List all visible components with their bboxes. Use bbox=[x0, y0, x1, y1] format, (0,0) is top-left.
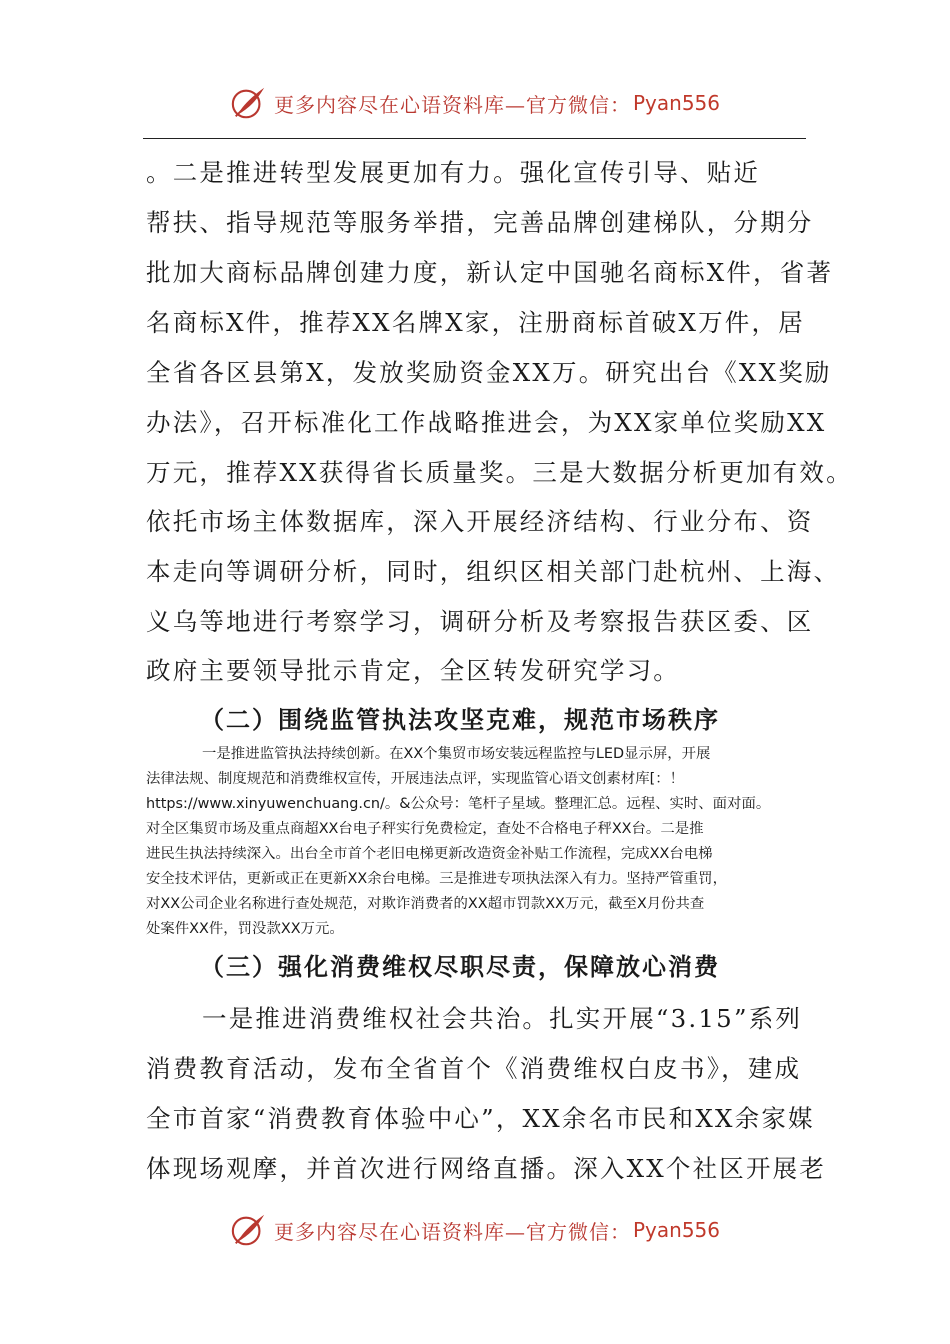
small-line: 一是推进监管执法持续创新。在XX个集贸市场安装远程监控与LED显示屏，开展 bbox=[202, 746, 711, 762]
body-line: 全省各区县第X，发放奖励资金XX万。研究出台《XX奖励 bbox=[146, 358, 832, 387]
quill-logo-icon bbox=[230, 1211, 268, 1249]
body-line: 消费教育活动，发布全省首个《消费维权白皮书》，建成 bbox=[146, 1054, 802, 1083]
banner-handle: Pyan556 bbox=[632, 1218, 720, 1242]
small-line: https://www.xinyuwenchuang.cn/。&公众号：笔杆子星域。整理汇总。远程、实时、面对面。 bbox=[146, 796, 771, 812]
body-line: 批加大商标品牌创建力度，新认定中国驰名商标X件，省著 bbox=[146, 258, 834, 287]
body-line: 依托市场主体数据库，深入开展经济结构、行业分布、资 bbox=[146, 507, 814, 536]
body-line: 体现场观摩，并首次进行网络直播。深入XX个社区开展老 bbox=[146, 1154, 827, 1183]
body-line: 义乌等地进行考察学习，调研分析及考察报告获区委、区 bbox=[146, 607, 814, 636]
small-line: 对XX公司企业名称进行查处规范，对欺诈消费者的XX超市罚款XX万元，截至X月份共查 bbox=[146, 896, 705, 912]
small-line: 对全区集贸市场及重点商超XX台电子秤实行免费检定，查处不合格电子秤XX台。二是推 bbox=[146, 821, 704, 837]
body-line: 一是推进消费维权社会共治。扎实开展“3.15”系列 bbox=[202, 1004, 803, 1033]
body-line: 万元，推荐XX获得省长质量奖。三是大数据分析更加有效。 bbox=[146, 458, 853, 487]
banner-text: 更多内容尽在心语资料库—官方微信： bbox=[273, 92, 631, 117]
banner-text: 更多内容尽在心语资料库—官方微信： bbox=[273, 1219, 631, 1244]
body-line: 办法》，召开标准化工作战略推进会，为XX家单位奖励XX bbox=[146, 408, 827, 437]
section-heading-3: （三）强化消费维权尽职尽责，保障放心消费 bbox=[200, 952, 720, 981]
footer-banner bbox=[0, 1205, 950, 1255]
small-line: 安全技术评估，更新或正在更新XX余台电梯。三是推进专项执法深入有力。坚持严管重罚， bbox=[146, 871, 727, 887]
body-line: 本走向等调研分析，同时，组织区相关部门赴杭州、上海、 bbox=[146, 557, 841, 586]
body-line: 名商标X件，推荐XX名牌X家，注册商标首破X万件，居 bbox=[146, 308, 805, 337]
quill-logo-icon bbox=[230, 84, 268, 122]
header-divider bbox=[143, 138, 806, 139]
section-heading-2: （二）围绕监管执法攻坚克难，规范市场秩序 bbox=[200, 705, 720, 734]
body-line: 全市首家“消费教育体验中心”，XX余名市民和XX余家媒 bbox=[146, 1104, 815, 1133]
small-line: 进民生执法持续深入。出台全市首个老旧电梯更新改造资金补贴工作流程，完成XX台电梯 bbox=[146, 846, 713, 862]
small-line: 处案件XX件，罚没款XX万元。 bbox=[146, 921, 344, 937]
body-line: 。二是推进转型发展更加有力。强化宣传引导、贴近 bbox=[146, 158, 761, 187]
banner-handle: Pyan556 bbox=[632, 91, 720, 115]
body-line: 政府主要领导批示肯定，全区转发研究学习。 bbox=[146, 656, 680, 685]
small-line: 法律法规、制度规范和消费维权宣传，开展违法点评，实现监管心语文创素材库[：！ bbox=[146, 771, 685, 787]
body-line: 帮扶、指导规范等服务举措，完善品牌创建梯队，分期分 bbox=[146, 208, 814, 237]
header-banner bbox=[0, 78, 950, 128]
